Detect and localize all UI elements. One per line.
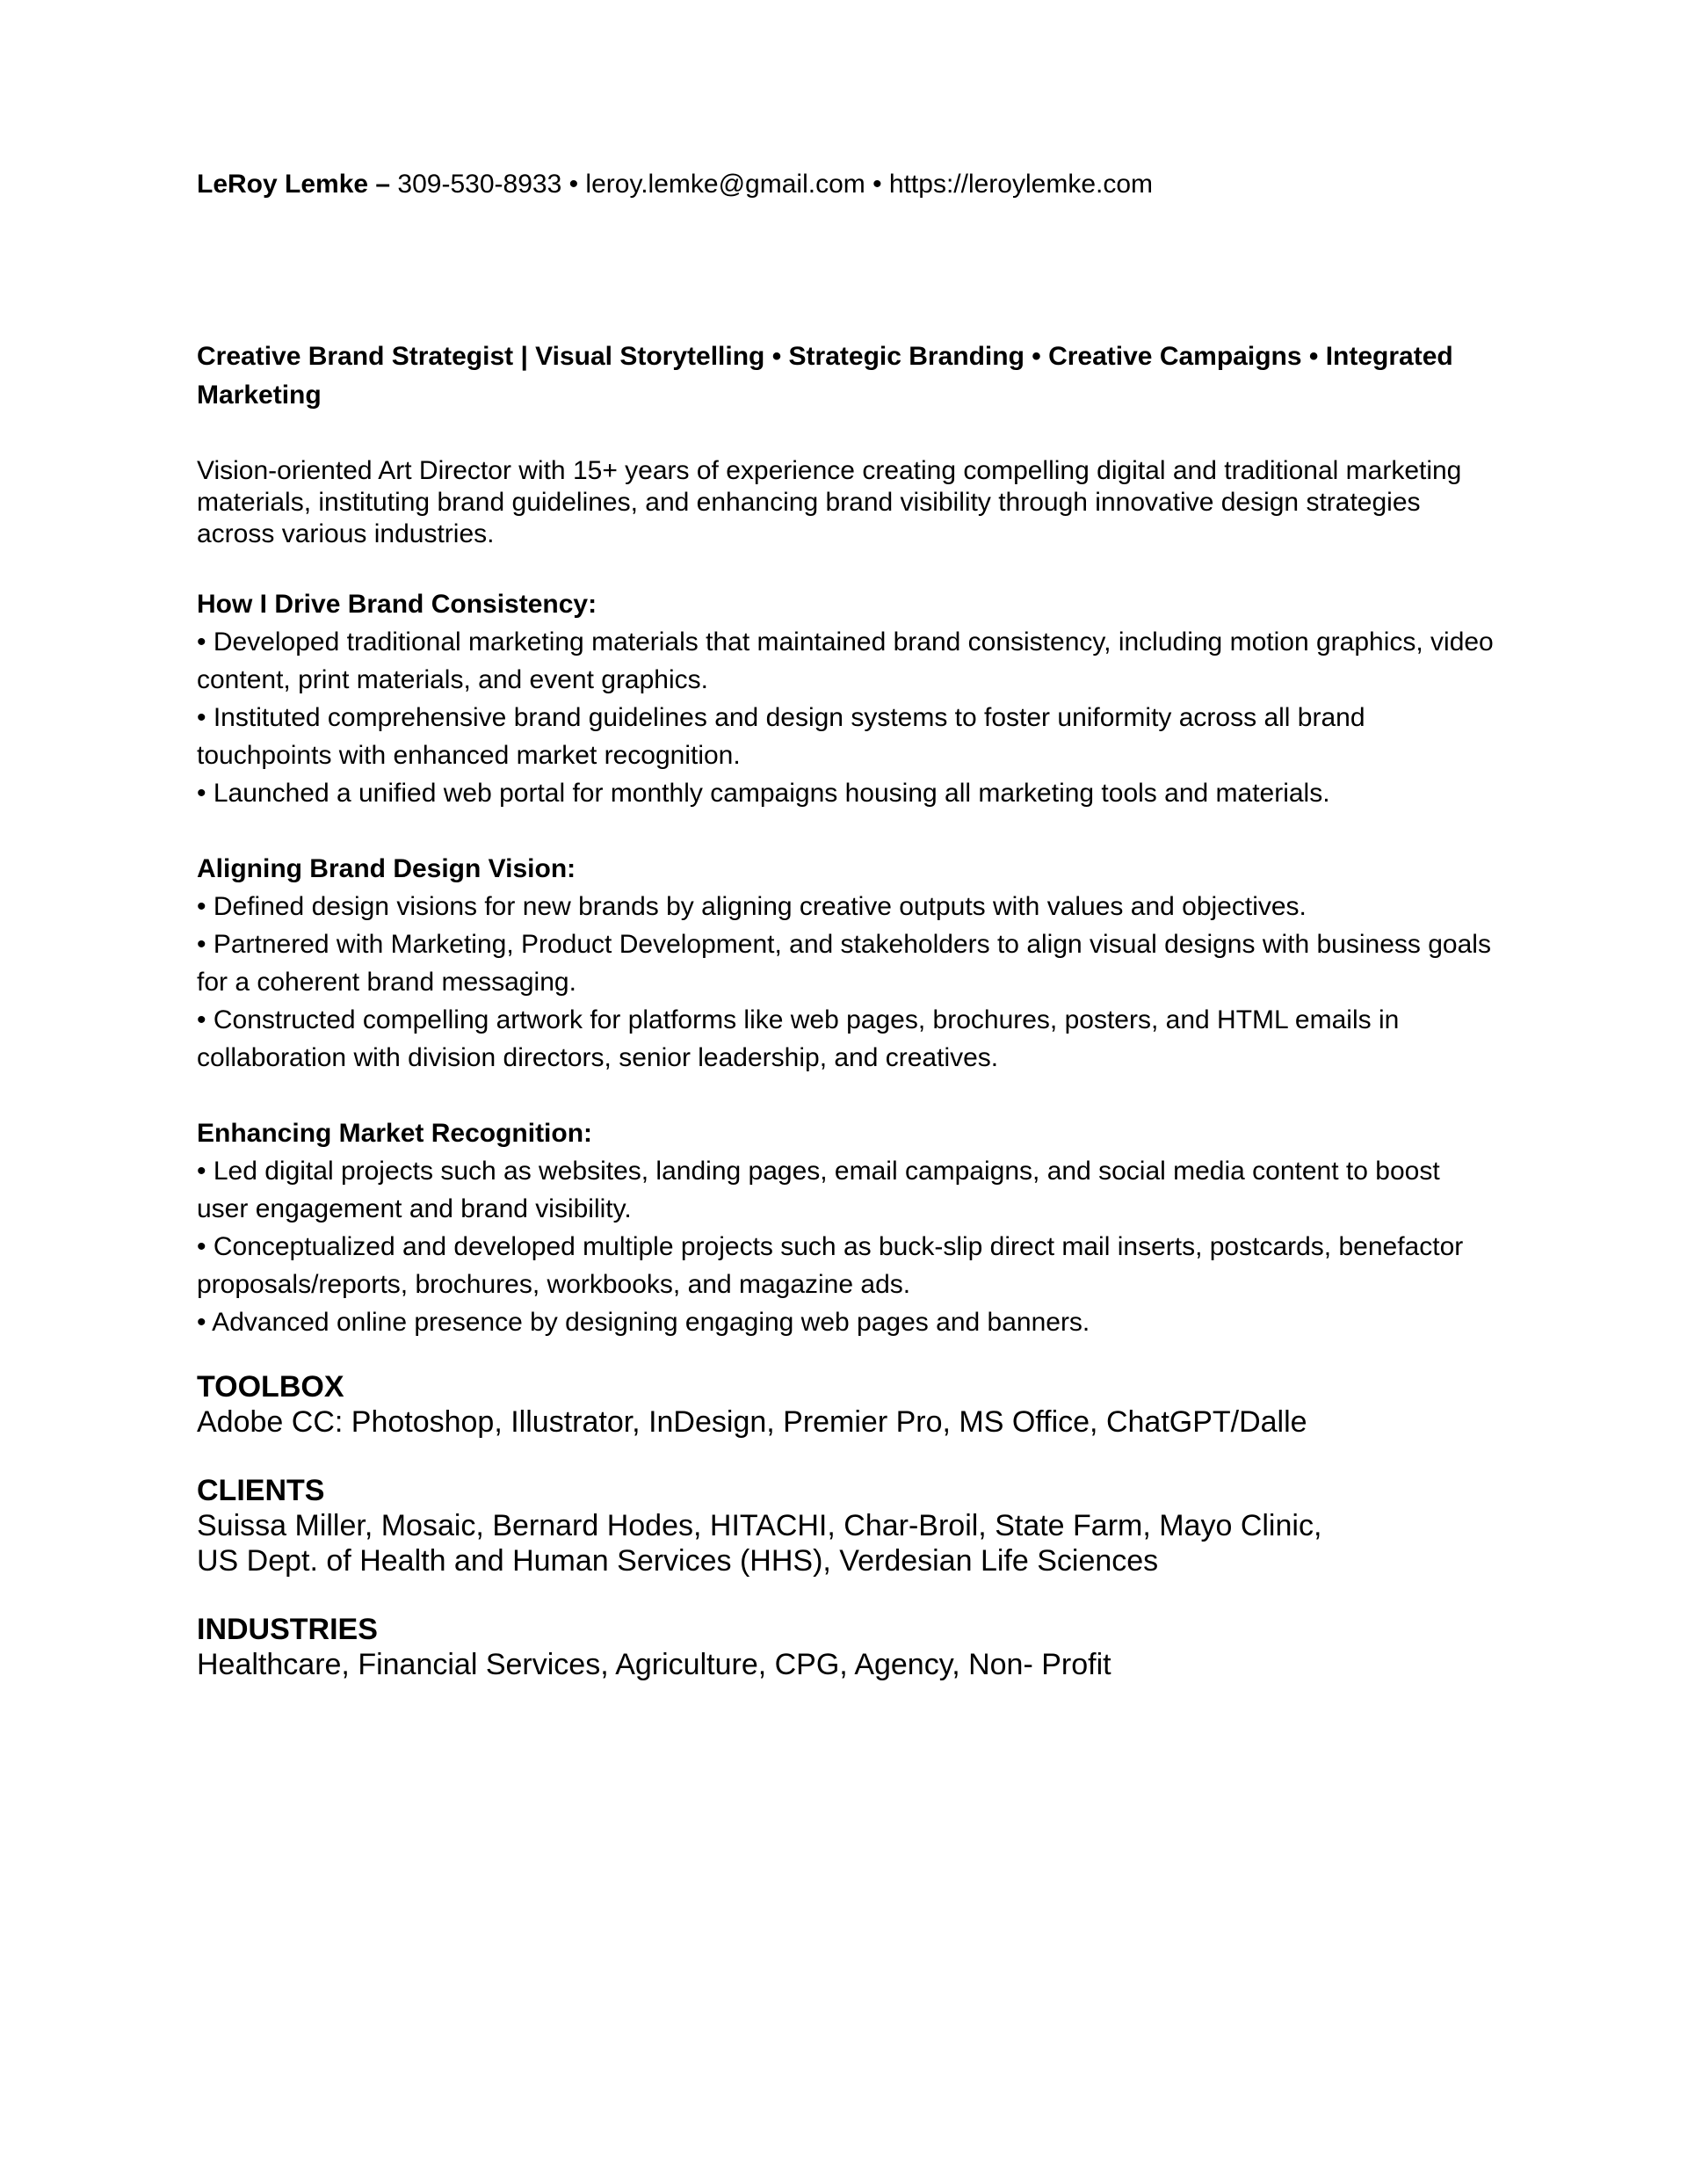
- clients-line: US Dept. of Health and Human Services (HHS), Verdesian Life Sciences: [197, 1544, 1159, 1578]
- bullet-item: • Developed traditional marketing materials that maintained brand consistency, including motion graphics, video content, print materials, and event graphics.: [197, 628, 1494, 694]
- bullet-item: • Advanced online presence by designing engaging web pages and banners.: [197, 1308, 1090, 1337]
- toolbox-title: TOOLBOX: [197, 1370, 344, 1404]
- section-title: Enhancing Market Recognition:: [197, 1119, 593, 1148]
- bullet-item: • Launched a unified web portal for monthly campaigns housing all marketing tools and materials.: [197, 779, 1330, 808]
- industries-title: INDUSTRIES: [197, 1613, 378, 1646]
- clients-line: Suissa Miller, Mosaic, Bernard Hodes, HITACHI, Char-Broil, State Farm, Mayo Clinic,: [197, 1509, 1322, 1542]
- contact-details: 309-530-8933 • leroy.lemke@gmail.com • https://leroylemke.com: [390, 170, 1154, 199]
- section-market-recognition: [197, 1114, 1494, 1341]
- section-title: Aligning Brand Design Vision:: [197, 854, 576, 883]
- toolbox-text: Adobe CC: Photoshop, Illustrator, InDesign, Premier Pro, MS Office, ChatGPT/Dalle: [197, 1405, 1307, 1439]
- bullet-item: • Defined design visions for new brands by aligning creative outputs with values and objectives.: [197, 892, 1307, 921]
- toolbox-block: [197, 1369, 1494, 1440]
- section-design-vision: [197, 850, 1494, 1077]
- section-title: How I Drive Brand Consistency:: [197, 590, 597, 619]
- bullet-item: • Constructed compelling artwork for platforms like web pages, brochures, posters, and HTML emails in collaboration with division directors, senior leadership, and creatives.: [197, 1005, 1400, 1072]
- clients-title: CLIENTS: [197, 1474, 325, 1507]
- candidate-name: LeRoy Lemke –: [197, 170, 391, 199]
- professional-summary: Vision-oriented Art Director with 15+ years of experience creating compelling digital and traditional marketing materials, instituting brand guidelines, and enhancing brand visibility through innovative design strategies across various industries.: [197, 456, 1462, 548]
- bullet-item: • Instituted comprehensive brand guidelines and design systems to foster uniformity across all brand touchpoints with enhanced market recognition.: [197, 703, 1365, 770]
- clients-block: [197, 1473, 1494, 1578]
- bullet-item: • Partnered with Marketing, Product Development, and stakeholders to align visual designs with business goals for a coherent brand messaging.: [197, 930, 1491, 997]
- industries-block: [197, 1612, 1494, 1682]
- professional-headline: Creative Brand Strategist | Visual Storytelling • Strategic Branding • Creative Campaigns • Integrated Marketing: [197, 342, 1453, 410]
- bullet-item: • Conceptualized and developed multiple projects such as buck-slip direct mail inserts, postcards, benefactor proposals/reports, brochures, workbooks, and magazine ads.: [197, 1232, 1464, 1299]
- contact-header: [197, 167, 1153, 202]
- industries-text: Healthcare, Financial Services, Agriculture, CPG, Agency, Non- Profit: [197, 1648, 1111, 1681]
- bullet-item: • Led digital projects such as websites, landing pages, email campaigns, and social media content to boost user engagement and brand visibility.: [197, 1157, 1440, 1223]
- section-brand-consistency: [197, 585, 1494, 812]
